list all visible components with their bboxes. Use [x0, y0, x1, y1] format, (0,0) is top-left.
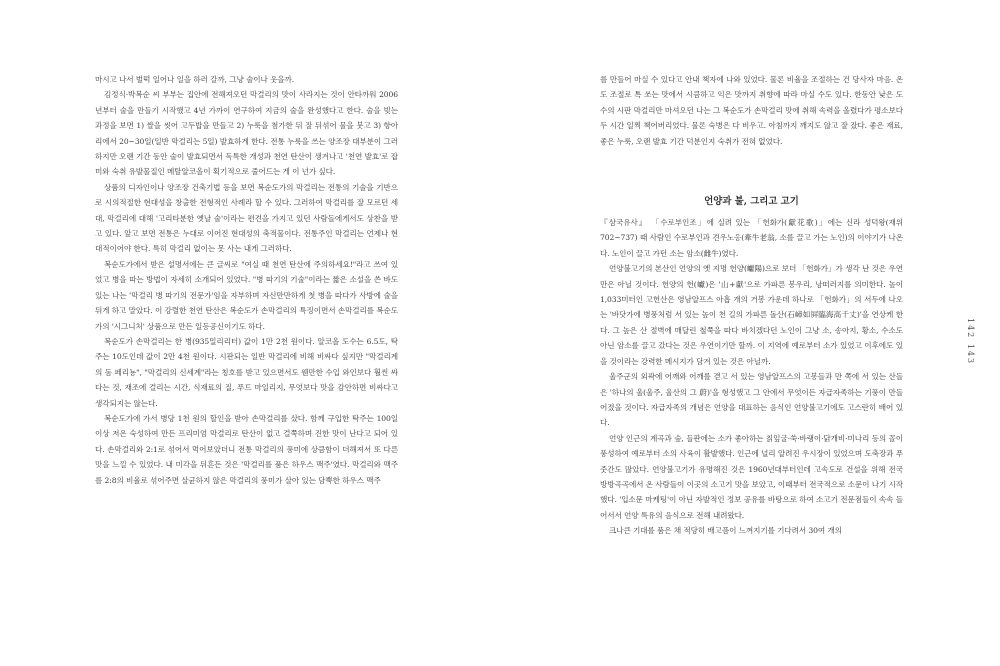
left-page	[95, 72, 398, 488]
paragraph: 김정식·박복순 씨 부부는 집안에 전해져오던 막걸리의 맛이 사라지는 것이 안타까워 2006년부터 술을 만들기 시작했고 4년 가까이 연구하여 지금의 술을 완성했다고 한다. 술을 빚는 과정을 보면 1) 쌀을 씻어 고두밥을 만들고 2) 누룩을 첨가한 뒤 잘 뒤섞어 물을 붓고 3) 항아리에서 20~30일(일반 막걸리는 5일) 발효하게 한다. 전통 누룩을 쓰는 양조장 대부분이 그러하지만 오랜 기간 동안 술이 발효되면서 독특한 개성과 천연 탄산이 생겨나고 '천연 발효'로 잡미와 숙취 유발물질인 메탈알코올이 획기적으로 줄어드는 게 이 넌가 싶다.	[95, 90, 398, 177]
paragraph: 울주군의 외곽에 어깨와 어깨를 겯고 서 있는 영남알프스의 고봉들과 만 쪽에 서 있는 산들은 '하나의 울(울주, 울산의 그 蔚)'을 형성했고 그 안에서 무엇이든 자급자족하는 기풍이 만들어졌을 것이다. 자급자족의 개념은 언양을 대표하는 음식인 언양불고기에도 고스란히 배어 있다.	[600, 372, 903, 428]
paragraph: 언양 인근의 계곡과 숲, 들판에는 소가 좋아하는 칡잎굴·쑥·바랭이·닭개비·미나리 등의 꼴이 풍성하여 예로부터 소의 사육이 활발했다. 인근에 널리 알려진 우시장이 있었으며 도축장과 푸줏간도 많았다. 언양불고기가 유명해진 것은 1960년대부터인데 고속도로 건설을 위해 전국 방방곡곡에서 온 사람들이 이곳의 소고기 맛을 보았고, 이때부터 전국적으로 소문이 나기 시작했다. '입소문 마케팅'이 아닌 자발적인 정보 공유를 바탕으로 하여 소고기 전문점들이 속속 들어서서 언양 특유의 음식으로 전해 내려왔다.	[600, 433, 903, 520]
paragraph: 언양불고기의 본산인 언양의 옛 지명 헌양(巘陽)으로 보더 「헌화가」가 생각 난 것은 우연만은 아닐 것이다. 헌양의 헌(巘)은 '山+獻'으로 가파른 봉우리, 낭떠러지를 의미한다. 높이 1,033미터인 고헌산은 영남알프스 아홉 개의 거봉 가운데 하나로 「헌화가」의 서두에 나오는 '바닷가에 병풍처럼 서 있는 높이 천 길의 가파른 돌산(石嶂如屛臨海高千丈)'을 연상케 한다. 그 높은 산 절벽에 매달린 철쭉을 따다 바치겠다던 노인이 그냥 소, 송아지, 황소, 수소도 아닌 암소를 끌고 갔다는 것은 우연이기만 할까. 이 지역에 예로부터 소가 있었고 이후에도 있을 것이라는 강력한 메시지가 담겨 있는 것은 아닐까.	[600, 264, 903, 366]
paragraph: 를 만들어 마실 수 있다고 안내 책자에 나와 있었다. 물론 비율을 조절하는 건 당사자 마음. 온도 조절로 톡 쏘는 맛에서 시큼하고 익은 맛까지 취향에 따라 마실 수도 있다. 한동안 낮은 도수의 시판 막걸리만 마셔오던 나는 그 복순도가 손막걸리 맛에 취해 속력을 올렸다가 평소보다 두 시간 일찍 책어버리었다. 물론 숙병은 다 비우고. 아침까지 깨지도 않고 잘 잤다. 좋은 재료, 좋은 누룩, 오랜 발효 기간 덕분인지 숙취가 전혀 없었다.	[600, 75, 903, 146]
paragraph: 복순도가에서 받은 설명서에는 큰 글씨로 "여실 때 천연 탄산에 주의하세요!"라고 쓰여 있었고 병을 따는 방법이 자세히 소개되어 있었다. "병 따기의 기술"이라는 짧은 소설을 쓴 바도 있는 나는 '막걸리 병 따기의 전문가'임을 자부하며 자신만만하게 첫 병을 따다가 사방에 술을 뒤게 하고 말았다. 이 강렬한 천연 탄산은 복순도가 손막걸리의 특징이면서 손막걸리를 복순도가의 '시그니처' 상품으로 만든 일등공신이기도 하다.	[95, 259, 398, 331]
paragraph: 복순도가 손막걸리는 한 병(935밀리리터) 값이 1만 2천 원이다. 알코올 도수는 6.5도, 탁주는 10도인데 값이 2만 4천 원이다. 시판되는 일반 막걸리에 비해 비싸다 싶지만 "막걸리계의 돔 페리뇽", "막걸리의 신세계"라는 칭호를 받고 있으면서도 웬만한 수입 와인보다 훨씬 싸다는 것, 재조에 걸리는 시간, 식재료의 질, 푸드 마일리지, 무엇보다 맛을 감안하면 비싸다고 생각되지는 않는다.	[95, 336, 398, 408]
right-page	[600, 72, 903, 539]
paragraph: 크나큰 기대를 품은 채 적당히 배고픔이 느껴지기를 기다려서 30여 개의	[609, 526, 842, 536]
paragraph: 마시고 나서 벌떡 일어나 일을 하러 갈까, 그냥 술이나 웃을까.	[95, 75, 295, 84]
paragraph: 『삼국유사』 「수로부인조」에 실려 있는 「헌화가(獻花歌)」에는 신라 성덕왕(재위 702~737) 때 사람인 수로부인과 견우노옹(牽牛老翁, 소를 끌고 가는 노인)의 이야기가 나온다. 노인이 끌고 가던 소는 암소(雌牛)였다.	[600, 218, 903, 258]
paragraph: 상품의 디자인이나 양조장 건축기법 등을 보면 복순도가의 막걸리는 전통의 기술을 기반으로 시의적절한 현대성을 창출한 전형적인 사례라 할 수 있다. 그러하여 막걸리를 잘 모르던 세대, 막걸리에 대해 '고리타분한 옛날 술'이라는 편견을 가지고 있던 사람들에게서도 상찬을 받고 있다. 앞고 보면 전통은 누대로 이어진 현대성의 축적물이다. 전통주인 막걸리는 언제나 현대적이어야 한다. 특히 막걸리 없이는 못 사는 내게 그러하다.	[95, 182, 398, 254]
section-title: 언양과 불, 그리고 고기	[704, 196, 799, 208]
paragraph: 복순도가에 가서 병당 1천 원의 할인을 받아 손막걸리를 샀다. 함께 구입한 탁주는 100일 이상 저온 숙성하여 만든 프리미엄 막걸리로 탄산이 없고 걸쭉하며 진한 맛이 난다고 되어 있다. 손막걸리와 2:1로 섞어서 먹어보았더니 전통 막걸리의 풍미에 상큼함이 더해져서 또 다른 맛을 느낄 수 있었다. 내 미각을 뒤흔든 것은 '막걸리를 품은 하우스 맥주'였다. 막걸리와 맥주를 2:8의 비율로 섞어주면 살균하지 않은 막걸리의 풍미가 살아 있는 담뿍한 하우스 맥주	[95, 413, 398, 485]
page-number: 142 143	[966, 318, 975, 366]
